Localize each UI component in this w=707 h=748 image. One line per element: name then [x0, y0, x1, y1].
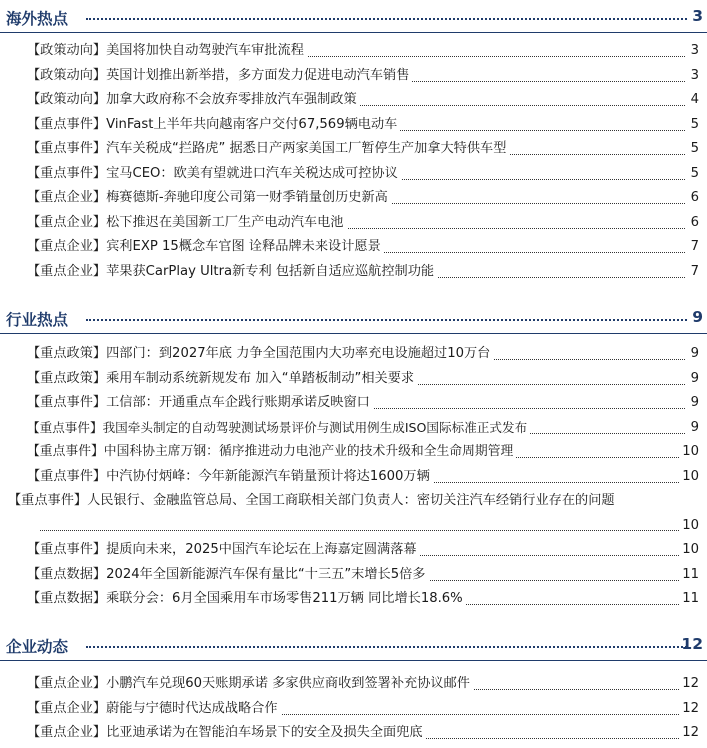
toc-entry-page: 5 [689, 137, 699, 162]
toc-entry-page: 7 [689, 235, 699, 260]
toc-entry-page: 11 [680, 587, 699, 612]
toc-entry[interactable] [0, 186, 707, 211]
toc-entry-page: 3 [689, 39, 699, 64]
toc-entry-page: 5 [689, 113, 699, 138]
toc-entry-text: 【重点事件】我国牵头制定的自动驾驶测试场景评价与测试用例生成ISO国际标准正式发布 [27, 416, 530, 441]
section-title: 海外热点 [6, 7, 72, 29]
leader-dots [86, 18, 687, 20]
toc-entry[interactable] [0, 211, 707, 236]
toc-entry-text: 【重点企业】比亚迪承诺为在智能泊车场景下的安全及损失全面兜底 [27, 721, 426, 746]
toc-entry-page: 9 [689, 416, 699, 441]
section-page-number: 3 [692, 7, 703, 25]
toc-entry-text: 【重点政策】四部门：到2027年底 力争全国范围内大功率充电设施超过10万台 [27, 342, 493, 367]
section-divider [0, 333, 707, 334]
toc-entry-page: 9 [689, 367, 699, 392]
section-title: 行业热点 [6, 308, 72, 330]
toc-entry-text: 【重点事件】中国科协主席万钢：循序推进动力电池产业的技术升级和全生命周期管理 [27, 440, 516, 465]
section-heading[interactable] [0, 2, 707, 32]
section-divider [0, 32, 707, 33]
section-page-number: 12 [681, 635, 703, 653]
toc-entry-text: 【重点企业】梅赛德斯-奔驰印度公司第一财季销量创历史新高 [27, 186, 391, 211]
toc-entry-text: 【重点企业】蔚能与宁德时代达成战略合作 [27, 697, 281, 722]
toc-entry-text: 【重点企业】松下推迟在美国新工厂生产电动汽车电池 [27, 211, 347, 236]
toc-entry-page: 10 [680, 538, 699, 563]
toc-entry[interactable] [0, 440, 707, 465]
toc-entry[interactable] [0, 39, 707, 64]
section-page-number: 9 [692, 308, 703, 326]
toc-entry-page: 6 [689, 186, 699, 211]
toc-entry[interactable] [0, 137, 707, 162]
toc-entry[interactable] [0, 489, 707, 538]
toc-entry-text: 【政策动向】加拿大政府称不会放弃零排放汽车强制政策 [27, 88, 360, 113]
toc-entry-text: 【重点企业】苹果获CarPlay Ultra新专利 包括新自适应巡航控制功能 [27, 260, 437, 285]
toc-entry[interactable] [0, 162, 707, 187]
toc-entry-page: 9 [689, 391, 699, 416]
toc-section-company [0, 630, 707, 740]
toc-entry-text: 【重点数据】2024年全国新能源汽车保有量比“十三五”末增长5倍多 [27, 563, 429, 588]
toc-entry-page: 6 [689, 211, 699, 236]
toc-entry-text: 【政策动向】英国计划推出新举措，多方面发力促进电动汽车销售 [27, 64, 412, 89]
toc-section-overseas [0, 2, 707, 279]
leader-dots [86, 319, 687, 321]
toc-entry-page: 9 [689, 342, 699, 367]
toc-entry[interactable] [0, 563, 707, 588]
toc-entry-page: 5 [689, 162, 699, 187]
toc-entry[interactable] [0, 391, 707, 416]
toc-entry[interactable] [0, 538, 707, 563]
section-heading[interactable] [0, 630, 707, 660]
toc-entry-text: 【重点事件】人民银行、金融监管总局、全国工商联相关部门负责人：密切关注汽车经销行业存在的问题 [8, 489, 677, 514]
toc-entry[interactable] [0, 235, 707, 260]
toc-entry[interactable] [0, 342, 707, 367]
toc-entry[interactable] [0, 697, 707, 722]
leader-dots [40, 530, 685, 531]
toc-entry-text: 【重点数据】乘联分会：6月全国乘用车市场零售211万辆 同比增长18.6% [27, 587, 466, 612]
toc-entry-text: 【重点事件】工信部：开通重点车企践行账期承诺反映窗口 [27, 391, 373, 416]
section-title: 企业动态 [6, 635, 72, 657]
toc-entry-page: 7 [689, 260, 699, 285]
toc-section-industry [0, 303, 707, 606]
leader-dots [86, 646, 687, 648]
toc-entry-page: 3 [689, 64, 699, 89]
toc-entry-page: 10 [680, 514, 699, 539]
toc-entry-page: 12 [680, 721, 699, 746]
toc-entry[interactable] [0, 367, 707, 392]
toc-entry[interactable] [0, 416, 707, 441]
toc-entry[interactable] [0, 672, 707, 697]
toc-entry-text: 【重点政策】乘用车制动系统新规发布 加入“单踏板制动”相关要求 [27, 367, 417, 392]
toc-entry-page: 10 [680, 465, 699, 490]
toc-entry-text: 【重点企业】宾利EXP 15概念车官图 诠释品牌未来设计愿景 [27, 235, 384, 260]
section-divider [0, 660, 707, 661]
toc-entry-page: 10 [680, 440, 699, 465]
toc-entry-text: 【重点事件】汽车关税成“拦路虎” 据悉日产两家美国工厂暂停生产加拿大特供车型 [27, 137, 509, 162]
toc-entry[interactable] [0, 88, 707, 113]
toc-entry-page: 12 [680, 697, 699, 722]
toc-entry-text: 【重点事件】VinFast上半年共向越南客户交付67,569辆电动车 [27, 113, 400, 138]
toc-entry-page: 12 [680, 672, 699, 697]
toc-entry-text: 【政策动向】美国将加快自动驾驶汽车审批流程 [27, 39, 307, 64]
toc-entry-text: 【重点事件】提质向未来，2025中国汽车论坛在上海嘉定圆满落幕 [27, 538, 420, 563]
toc-entry-text: 【重点事件】宝马CEO：欧美有望就进口汽车关税达成可控协议 [27, 162, 401, 187]
toc-entry[interactable] [0, 260, 707, 285]
toc-entry[interactable] [0, 113, 707, 138]
toc-entry[interactable] [0, 64, 707, 89]
toc-entry[interactable] [0, 587, 707, 612]
toc-entry-text: 【重点事件】中汽协付炳峰：今年新能源汽车销量预计将达1600万辆 [27, 465, 433, 490]
toc-entry-page: 11 [680, 563, 699, 588]
toc-entry[interactable] [0, 721, 707, 746]
toc-entry-page: 4 [689, 88, 699, 113]
section-heading[interactable] [0, 303, 707, 333]
toc-entry[interactable] [0, 465, 707, 490]
toc-entry-text: 【重点企业】小鹏汽车兑现60天账期承诺 多家供应商收到签署补充协议邮件 [27, 672, 473, 697]
